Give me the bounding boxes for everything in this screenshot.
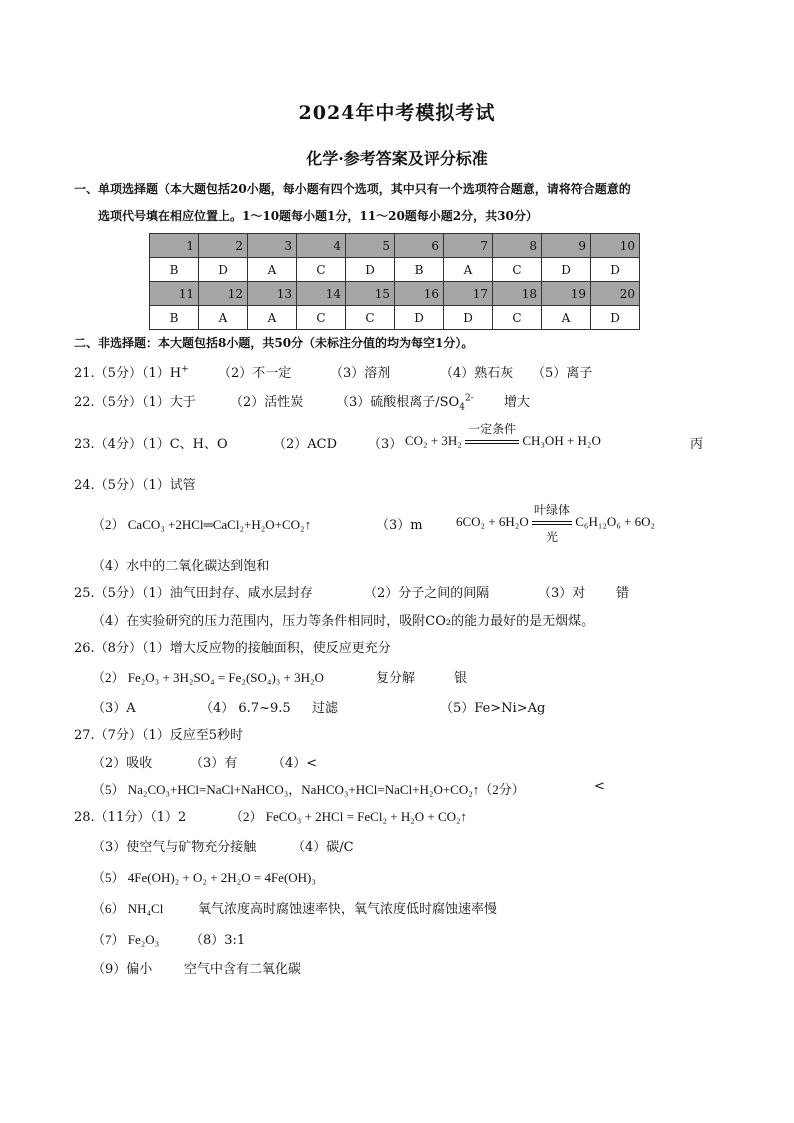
q27-answer-3: （3）有 <box>190 756 238 771</box>
answer-cell: A <box>248 258 297 282</box>
q27-answer-4: （4）< <box>272 756 318 771</box>
q28-answer-6b: 氧气浓度高时腐蚀速率快，氧气浓度低时腐蚀速率慢 <box>198 902 498 917</box>
q21-answer-3: （3）溶剂 <box>330 366 391 381</box>
q26-answer-1: 26.（8分）（1）增大反应物的接触面积，使反应更充分 <box>74 641 391 656</box>
answer-cell: C <box>493 258 542 282</box>
answer-cell: D <box>199 258 248 282</box>
question-number: 18 <box>493 282 542 306</box>
answer-cell: A <box>248 306 297 330</box>
question-number: 4 <box>297 234 346 258</box>
q23-answer-1: 23.（4分）（1）C、H、O <box>74 437 228 452</box>
answer-table-number-row <box>150 234 640 258</box>
q28-answer-5: （5） 4Fe(OH)₂ + O₂ + 2H₂O = 4Fe(OH)₃ <box>92 870 316 885</box>
q26-answer-5: （5）Fe>Ni>Ag <box>440 701 546 716</box>
q21-answer-1: 21.（5分）（1）H+ <box>74 364 189 381</box>
q24-photosynthesis-equation: 6CO₂ + 6H₂O 叶绿体 光 C₆H₁₂O₆ + 6O₂ <box>456 503 656 544</box>
answer-cell: C <box>297 258 346 282</box>
q28-answer-1: 28.（11分）（1）2 <box>74 810 187 825</box>
q25-answer-3b: 错 <box>616 586 630 601</box>
q27-answer-2: （2）吸收 <box>92 756 153 771</box>
q23-answer-2: （2）ACD <box>273 437 338 452</box>
answer-table <box>149 233 640 330</box>
q26-answer-3: （3）A <box>92 701 136 716</box>
question-number: 8 <box>493 234 542 258</box>
q23-answer-3-label: （3） <box>368 437 403 452</box>
q22-answer-4: 增大 <box>504 395 531 410</box>
reaction-condition: 一定条件 <box>468 422 517 436</box>
question-number: 14 <box>297 282 346 306</box>
q28-answer-2: （2） FeCO₃ + 2HCl = FeCl₂ + H₂O + CO₂↑ <box>230 809 468 824</box>
question-number: 2 <box>199 234 248 258</box>
answer-cell: C <box>297 306 346 330</box>
q24-answer-2: （2） CaCO₃ +2HCl═CaCl₂+H₂O+CO₂↑ <box>92 517 312 532</box>
question-number: 10 <box>591 234 640 258</box>
question-number: 1 <box>150 234 199 258</box>
question-number: 15 <box>346 282 395 306</box>
reaction-condition-bottom: 光 <box>545 530 558 544</box>
q24-answer-1: 24.（5分）（1）试管 <box>74 478 196 493</box>
q25-answer-2: （2）分子之间的间隔 <box>364 586 490 601</box>
question-number: 3 <box>248 234 297 258</box>
section1-heading-line1: 一、单项选择题（本大题包括20小题，每小题有四个选项，其中只有一个选项符合题意，请将符合题意的 <box>74 182 631 196</box>
answer-cell: D <box>346 258 395 282</box>
answer-cell: B <box>150 258 199 282</box>
question-number: 19 <box>542 282 591 306</box>
q28-answer-9: （9）偏小 <box>92 962 153 977</box>
answer-cell: A <box>199 306 248 330</box>
question-number: 9 <box>542 234 591 258</box>
question-number: 11 <box>150 282 199 306</box>
q23-equation: CO₂ + 3H₂ 一定条件 CH₃OH + H₂O <box>405 422 601 448</box>
q26-answer-2: （2） Fe₂O₃ + 3H₂SO₄ = Fe₂(SO₄)₃ + 3H₂O <box>92 670 324 685</box>
answer-cell: D <box>395 306 444 330</box>
answer-cell: A <box>444 258 493 282</box>
answer-cell: C <box>346 306 395 330</box>
section2-heading: 二、非选择题：本大题包括8小题，共50分（未标注分值的均为每空1分）。 <box>74 336 474 350</box>
q21-answer-2: （2）不一定 <box>218 366 292 381</box>
q26-reaction-type: 复分解 <box>376 671 416 686</box>
page-subtitle: 化学·参考答案及评分标准 <box>306 149 488 168</box>
answer-table-answer-row <box>150 306 640 330</box>
answer-cell: B <box>150 306 199 330</box>
answer-table-number-row <box>150 282 640 306</box>
q25-answer-4: （4）在实验研究的压力范围内，压力等条件相同时，吸附CO₂的能力最好的是无烟煤。 <box>92 614 595 629</box>
section1-heading-line2: 选项代号填在相应位置上。1～10题每小题1分，11～20题每小题2分，共30分） <box>98 209 538 223</box>
q22-answer-3: （3）硫酸根离子$/SO_4^{2-}$ <box>336 393 474 413</box>
q21-answer-5: （5）离子 <box>532 366 593 381</box>
q25-answer-3: （3）对 <box>538 586 586 601</box>
q27-answer-5: （5） Na₂CO₃+HCl=NaCl+NaHCO₃，NaHCO₃+HCl=NaCl+H₂O+CO₂↑（2分） <box>92 782 525 797</box>
q24-answer-3: （3）m <box>376 518 423 533</box>
answer-table-answer-row <box>150 258 640 282</box>
question-number: 16 <box>395 282 444 306</box>
q28-answer-8: （8）3:1 <box>190 933 246 948</box>
q22-answer-2: （2）活性炭 <box>230 395 304 410</box>
question-number: 13 <box>248 282 297 306</box>
question-number: 5 <box>346 234 395 258</box>
q26-answer-4b: 过滤 <box>312 701 339 716</box>
answer-cell: A <box>542 306 591 330</box>
q21-answer-4: （4）熟石灰 <box>440 366 514 381</box>
q25-answer-1: 25.（5分）（1）油气田封存、咸水层封存 <box>74 586 313 601</box>
question-number: 6 <box>395 234 444 258</box>
q24-answer-4: （4）水中的二氧化碳达到饱和 <box>92 559 270 574</box>
q23-answer-4: 丙 <box>690 437 704 452</box>
question-number: 12 <box>199 282 248 306</box>
q22-answer-1: 22.（5分）（1）大于 <box>74 395 196 410</box>
page-title: 2024年中考模拟考试 <box>298 102 496 124</box>
question-number: 20 <box>591 282 640 306</box>
answer-cell: C <box>493 306 542 330</box>
q27-answer-5b: < <box>594 779 605 794</box>
q26-answer-metal: 银 <box>454 671 468 686</box>
answer-cell: D <box>444 306 493 330</box>
q28-answer-4: （4）碳/C <box>292 840 354 855</box>
answer-cell: D <box>591 258 640 282</box>
q28-answer-7: （7） Fe₂O₃ <box>92 932 160 947</box>
answer-cell: B <box>395 258 444 282</box>
answer-cell: D <box>591 306 640 330</box>
q27-answer-1: 27.（7分）（1）反应至5秒时 <box>74 728 243 743</box>
question-number: 7 <box>444 234 493 258</box>
question-number: 17 <box>444 282 493 306</box>
q28-answer-9b: 空气中含有二氧化碳 <box>184 962 302 977</box>
q28-answer-6: （6） NH₄Cl <box>92 901 164 916</box>
reaction-condition-top: 叶绿体 <box>533 503 570 517</box>
q26-answer-4: （4） 6.7~9.5 <box>200 701 291 716</box>
answer-cell: D <box>542 258 591 282</box>
q28-answer-3: （3）使空气与矿物充分接触 <box>92 840 257 855</box>
